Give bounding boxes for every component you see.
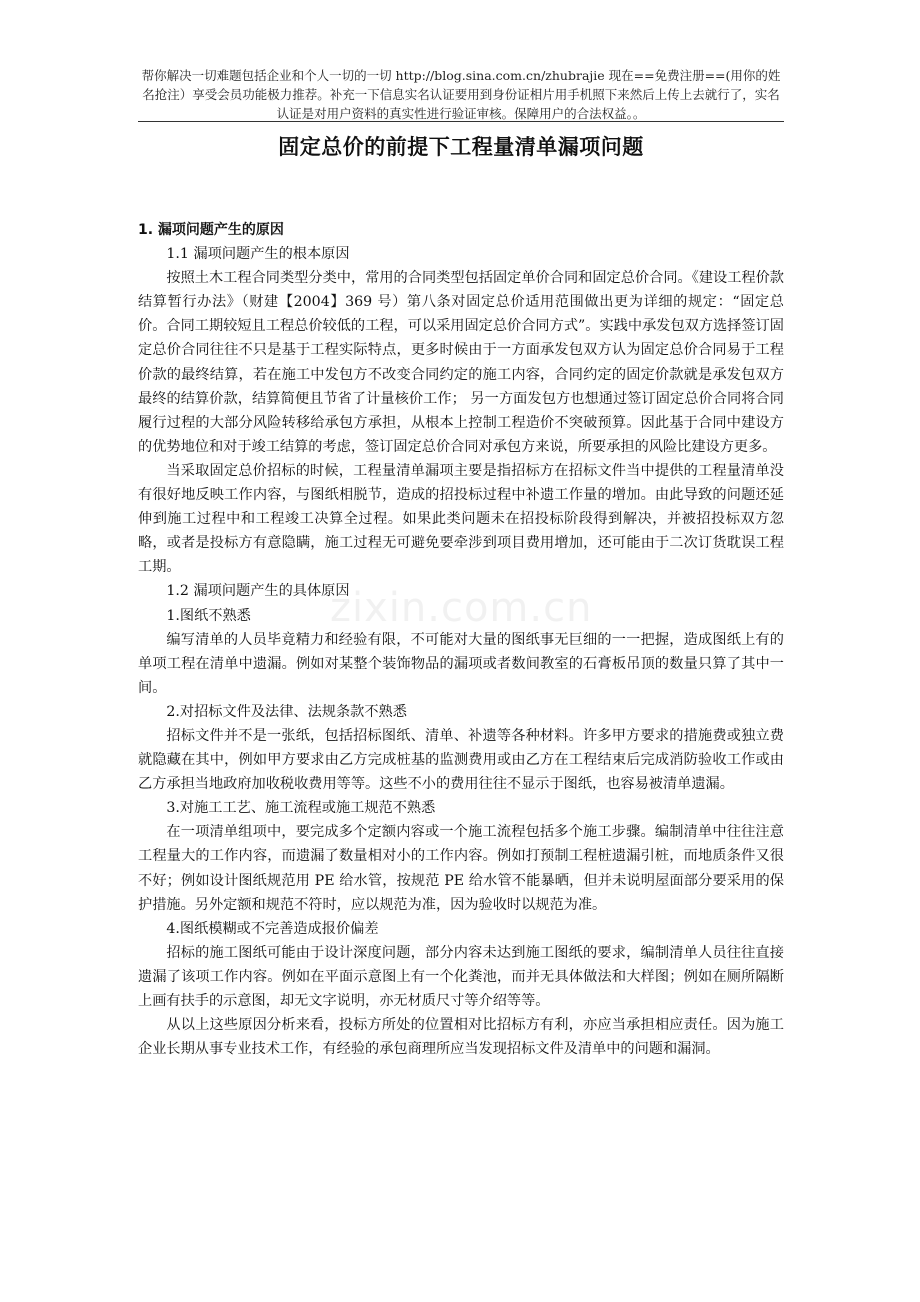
paragraph-7: 从以上这些原因分析来看，投标方所处的位置相对比招标方有利，亦应当承担相应责任。因为施工企业长期从事专业技术工作，有经验的承包商理所应当发现招标文件及清单中的问题和漏洞。 <box>138 1017 784 1058</box>
item-heading-3: 3.对施工工艺、施工流程或施工规范不熟悉 <box>166 800 436 817</box>
page-title: 固定总价的前提下工程量清单漏项问题 <box>278 135 644 159</box>
header-note: 帮你解决一切难题包括企业和个人一切的一切 http://blog.sina.com.cn/zhubrajie 现在==免费注册==(用你的姓名抢注）享受会员功能极力推荐。补充一下信息实名认证要用到身份证相片用手机照下来然后上传上去就行了，实名认证是对用户资料的真实性进行验证审核。保障用户的合法权益。。 <box>141 68 781 121</box>
paragraph-5: 在一项清单组项中，要完成多个定额内容或一个施工流程包括多个施工步骤。编制清单中往往注意工程量大的工作内容，而遗漏了数量相对小的工作内容。例如打预制工程桩遗漏引桩，而地质条件又很不好；例如设计图纸规范用 PE 给水管，按规范 PE 给水管不能暴晒，但并未说明屋面部分要采用的保护措施。另外定额和规范不符时，应以规范为准，因为验收时以规范为准。 <box>138 824 784 913</box>
paragraph-4: 招标文件并不是一张纸，包括招标图纸、清单、补遗等各种材料。许多甲方要求的措施费或独立费就隐藏在其中，例如甲方要求由乙方完成桩基的监测费用或由乙方在工程结束后完成消防验收工作或由乙方承担当地政府加收税收费用等等。这些不小的费用往往不显示于图纸，也容易被清单遗漏。 <box>138 727 784 793</box>
item-heading-2: 2.对招标文件及法律、法规条款不熟悉 <box>166 703 407 720</box>
subsection-heading-1-1: 1.1 漏项问题产生的根本原因 <box>166 246 350 263</box>
item-heading-4: 4.图纸模糊或不完善造成报价偏差 <box>166 920 379 937</box>
paragraph-6: 招标的施工图纸可能由于设计深度问题，部分内容未达到施工图纸的要求，编制清单人员往往直接遗漏了该项工作内容。例如在平面示意图上有一个化粪池，而并无具体做法和大样图；例如在厕所隔断上画有扶手的示意图，却无文字说明，亦无材质尺寸等介绍等等。 <box>138 944 784 1009</box>
section-heading-1: 1. 漏项问题产生的原因 <box>138 222 284 238</box>
paragraph-1: 按照土木工程合同类型分类中，常用的合同类型包括固定单价合同和固定总价合同。《建设工程价款结算暂行办法》（财建【2004】369 号）第八条对固定总价适用范围做出更为详细的规定：“固定总价。合同工期较短且工程总价较低的工程，可以采用固定总价合同方式”。实践中承发包双方选择签订固定总价合同往往不只是基于工程实际特点，更多时候由于一方面承发包双方认为固定总价合同易于工程价款的最终结算，若在施工中发包方不改变合同约定的施工内容，合同约定的固定价款就是承发包双方最终的结算价款，结算简便且节省了计量核价工作； 另一方面发包方也想通过签订固定总价合同将合同履行过程的大部分风险转移给承包方承担，从根本上控制工程造价不突破预算。因此基于合同中建设方的优势地位和对于竣工结算的考虑，签订固定总价合同对承包方来说，所要承担的风险比建设方更多。 <box>138 270 784 455</box>
paragraph-2: 当采取固定总价招标的时候，工程量清单漏项主要是指招标方在招标文件当中提供的工程量清单没有很好地反映工作内容，与图纸相脱节，造成的招投标过程中补遗工作量的增加。由此导致的问题还延伸到施工过程中和工程竣工决算全过程。如果此类问题未在招投标阶段得到解决，并被招投标双方忽略，或者是投标方有意隐瞒，施工过程无可避免要牵涉到项目费用增加，还可能由于二次订货耽误工程工期。 <box>138 462 784 576</box>
item-heading-1: 1.图纸不熟悉 <box>166 607 251 624</box>
header-divider <box>138 121 784 122</box>
watermark: zixin.com.cn <box>330 585 593 631</box>
document-body <box>138 218 784 1061</box>
subsection-heading-1-2: 1.2 漏项问题产生的具体原因 <box>166 583 350 600</box>
paragraph-3: 编写清单的人员毕竟精力和经验有限，不可能对大量的图纸事无巨细的一一把握，造成图纸上有的单项工程在清单中遗漏。例如对某整个装饰物品的漏项或者数间教室的石膏板吊顶的数量只算了其中一间。 <box>138 631 784 696</box>
